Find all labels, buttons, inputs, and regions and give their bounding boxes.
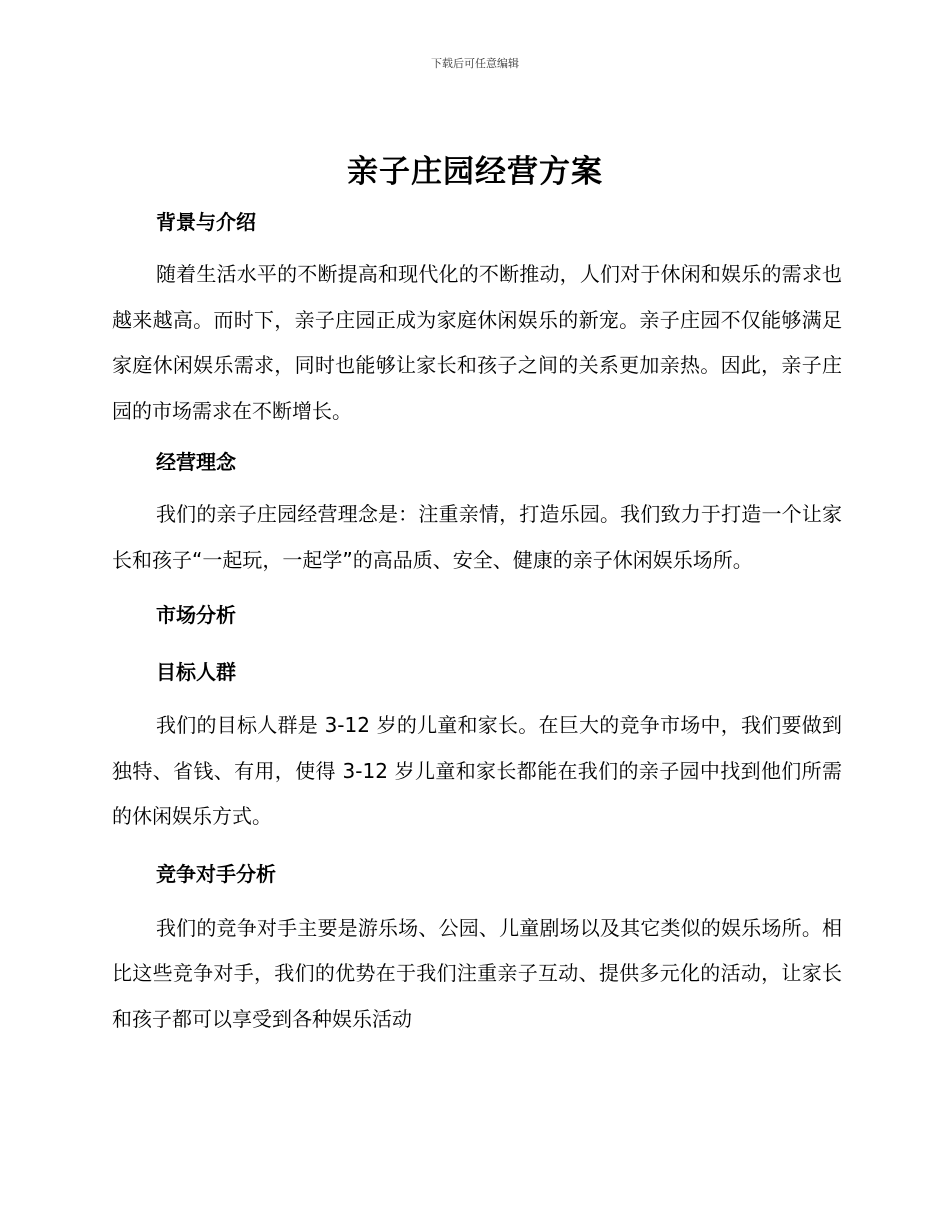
document-title: 亲子庄园经营方案 [347,154,603,190]
section-heading-target-audience: 目标人群 [156,660,236,684]
section-heading-philosophy: 经营理念 [156,450,236,474]
section-paragraph-target-audience: 我们的目标人群是 3-12 岁的儿童和家长。在巨大的竞争市场中，我们要做到独特、省钱、有用，使得 3-12 岁儿童和家长都能在我们的亲子园中找到他们所需的休闲娱乐方式。 [112,713,842,828]
section-heading-background: 背景与介绍 [156,210,256,234]
section-heading-competitor-analysis: 竞争对手分析 [156,861,276,886]
document-body [112,202,842,1042]
section-paragraph-competitor-analysis: 我们的竞争对手主要是游乐场、公园、儿童剧场以及其它类似的娱乐场所。相比这些竞争对手，我们的优势在于我们注重亲子互动、提供多元化的活动，让家长和孩子都可以享受到各种娱乐活动 [112,915,842,1031]
section-paragraph-philosophy: 我们的亲子庄园经营理念是：注重亲情，打造乐园。我们致力于打造一个让家长和孩子“一起玩，一起学”的高品质、安全、健康的亲子休闲娱乐场所。 [112,502,842,572]
section-heading-market-analysis: 市场分析 [156,603,236,627]
section-paragraph-background: 随着生活水平的不断提高和现代化的不断推动，人们对于休闲和娱乐的需求也越来越高。而时下，亲子庄园正成为家庭休闲娱乐的新宠。亲子庄园不仅能够满足家庭休闲娱乐需求，同时也能够让家长和孩子之间的关系更加亲热。因此，亲子庄园的市场需求在不断增长。 [112,262,842,423]
header-note: 下载后可任意编辑 [431,57,519,70]
